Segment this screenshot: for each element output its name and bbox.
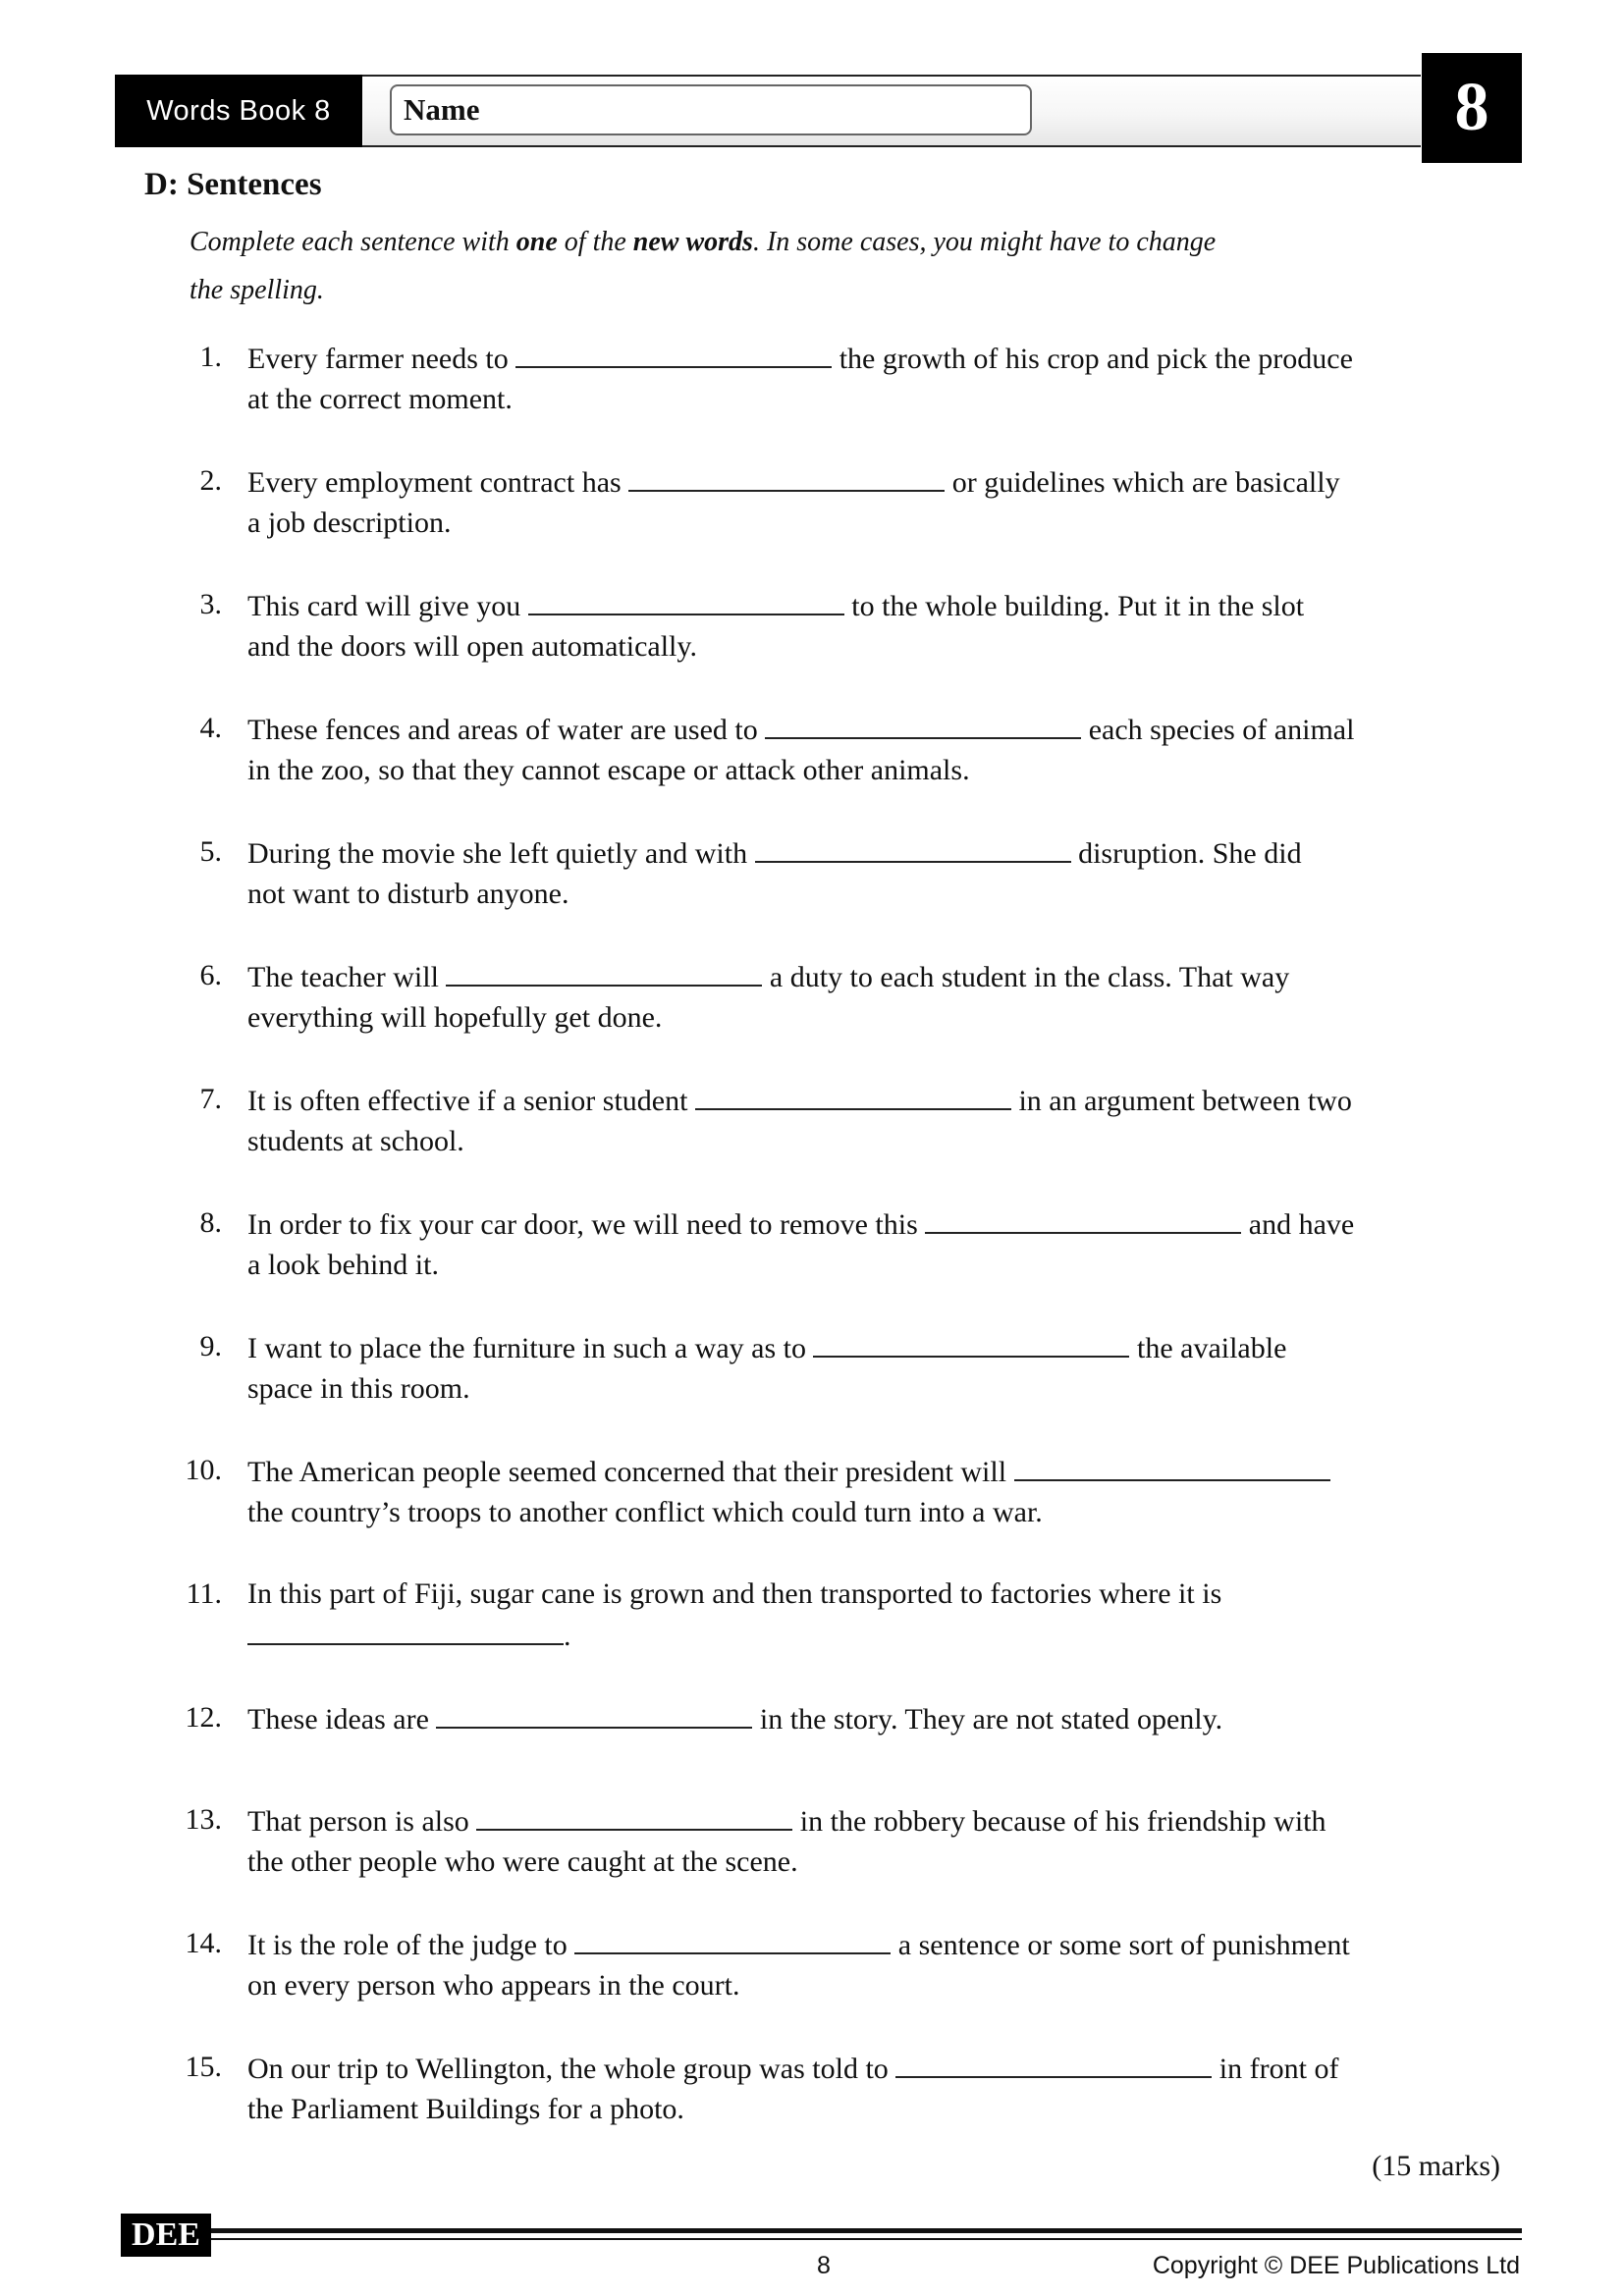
section-title: D: Sentences: [144, 167, 322, 202]
question-text-after: the available: [1129, 1332, 1287, 1364]
question-number: 9.: [199, 1330, 222, 1362]
answer-blank[interactable]: [247, 1614, 564, 1645]
question-text-line2: in the zoo, so that they cannot escape or attack other animals.: [247, 754, 970, 786]
answer-blank[interactable]: [925, 1202, 1241, 1234]
question-text-before: On our trip to Wellington, the whole group was told to: [247, 2053, 896, 2085]
question-text-before: I want to place the furniture in such a way as to: [247, 1332, 814, 1364]
question-text-line2: the other people who were caught at the scene.: [247, 1845, 798, 1878]
footer-rule-thick: [211, 2228, 1522, 2233]
question-text-line2: everything will hopefully get done.: [247, 1001, 663, 1034]
question-number: 13.: [185, 1803, 222, 1836]
question-text-before: During the movie she left quietly and with: [247, 837, 755, 870]
question-number: 12.: [185, 1701, 222, 1734]
name-field[interactable]: [390, 84, 1032, 135]
question-text-after: the growth of his crop and pick the produce: [832, 343, 1353, 375]
question-text-after: a sentence or some sort of punishment: [891, 1929, 1350, 1961]
question-text-before: Every employment contract has: [247, 466, 629, 499]
question-number: 1.: [199, 341, 222, 373]
question-text-line2: a look behind it.: [247, 1249, 439, 1281]
question-text-after: and have: [1241, 1208, 1355, 1241]
question-text: [247, 1202, 1485, 1285]
question-number: 10.: [185, 1454, 222, 1486]
question-number: 6.: [199, 959, 222, 991]
instruction-emphasis-1: one: [515, 227, 558, 257]
question-text: [247, 1326, 1485, 1409]
question-text-before: It is often effective if a senior student: [247, 1085, 695, 1117]
page-badge: 8: [1422, 53, 1522, 163]
answer-blank[interactable]: [528, 584, 844, 615]
answer-blank[interactable]: [813, 1326, 1129, 1358]
question-text-line2: the country’s troops to another conflict which could turn into a war.: [247, 1496, 1043, 1528]
question-number: 4.: [199, 712, 222, 744]
question-text-after: each species of animal: [1081, 714, 1355, 746]
question-text-before: These ideas are: [247, 1703, 437, 1735]
answer-blank[interactable]: [476, 1799, 792, 1831]
question-text-line2: not want to disturb anyone.: [247, 878, 569, 910]
answer-blank[interactable]: [515, 337, 832, 368]
question-text: [247, 831, 1485, 914]
question-text: [247, 708, 1485, 790]
answer-blank[interactable]: [765, 708, 1081, 739]
instructions: [189, 218, 1368, 314]
question-number: 5.: [199, 835, 222, 868]
question-number: 14.: [185, 1927, 222, 1959]
question-text-after: or guidelines which are basically: [945, 466, 1340, 499]
answer-blank[interactable]: [628, 460, 945, 492]
answer-blank[interactable]: [1014, 1450, 1330, 1481]
question-number: 3.: [199, 588, 222, 620]
question-text-after: in the robbery because of his friendship with: [792, 1805, 1326, 1838]
instruction-text-4: the spelling.: [189, 275, 324, 305]
question-text-before: It is the role of the judge to: [247, 1929, 575, 1961]
page-number: 8: [817, 2252, 831, 2279]
question-text: [247, 2047, 1485, 2129]
question-text-after: in the story. They are not stated openly.: [752, 1703, 1223, 1735]
copyright: Copyright © DEE Publications Ltd: [1152, 2252, 1520, 2279]
question-text-before: That person is also: [247, 1805, 477, 1838]
question-text: [247, 1574, 1485, 1656]
question-text: [247, 955, 1485, 1038]
question-text-line2: at the correct moment.: [247, 383, 513, 415]
question-text: [247, 1450, 1485, 1532]
question-text: [247, 1079, 1485, 1161]
question-text-line2: .: [564, 1620, 571, 1652]
question-text-before: Every farmer needs to: [247, 343, 516, 375]
question-text-before: The American people seemed concerned that their president will: [247, 1456, 1014, 1488]
instruction-text-3: . In some cases, you might have to change: [752, 227, 1217, 257]
question-text: [247, 460, 1485, 543]
answer-blank[interactable]: [436, 1697, 752, 1729]
question-text-before: The teacher will: [247, 961, 447, 993]
question-text-after: a duty to each student in the class. That way: [762, 961, 1290, 993]
instruction-text-2: of the: [557, 227, 633, 257]
question-text: [247, 1923, 1485, 2005]
question-text-after: to the whole building. Put it in the slot: [843, 590, 1305, 622]
question-text: [247, 584, 1485, 667]
answer-blank[interactable]: [895, 2047, 1212, 2078]
answer-blank[interactable]: [574, 1923, 891, 1954]
question-text-after: in an argument between two: [1010, 1085, 1352, 1117]
question-text: [247, 1697, 1485, 1739]
footer-rule-thin: [211, 2238, 1522, 2240]
question-text-after: in front of: [1212, 2053, 1339, 2085]
question-number: 15.: [185, 2051, 222, 2083]
answer-blank[interactable]: [755, 831, 1071, 863]
question-text: [247, 1799, 1485, 1882]
question-text-line2: the Parliament Buildings for a photo.: [247, 2093, 684, 2125]
question-text-before: These fences and areas of water are used to: [247, 714, 766, 746]
question-text-line2: on every person who appears in the court.: [247, 1969, 740, 2002]
instruction-emphasis-2: new words: [632, 227, 753, 257]
question-text-line2: space in this room.: [247, 1372, 470, 1405]
question-text-line2: and the doors will open automatically.: [247, 630, 697, 663]
question-text-before: This card will give you: [247, 590, 528, 622]
question-text-line2: students at school.: [247, 1125, 464, 1157]
instruction-text-1: Complete each sentence with: [189, 227, 516, 257]
book-label: Words Book 8: [115, 75, 362, 147]
question-number: 8.: [199, 1206, 222, 1239]
question-text: [247, 337, 1485, 419]
answer-blank[interactable]: [446, 955, 762, 987]
question-text-after: disruption. She did: [1070, 837, 1302, 870]
question-number: 2.: [199, 464, 222, 497]
total-marks: (15 marks): [1372, 2150, 1500, 2182]
publisher-logo: DEE: [121, 2214, 211, 2257]
question-number: 7.: [199, 1083, 222, 1115]
question-text-before: In this part of Fiji, sugar cane is grown and then transported to factories where it is: [247, 1577, 1222, 1610]
question-text-line2: a job description.: [247, 507, 452, 539]
answer-blank[interactable]: [695, 1079, 1011, 1110]
question-text-before: In order to fix your car door, we will need to remove this: [247, 1208, 926, 1241]
name-label: Name: [404, 92, 480, 127]
question-number: 11.: [186, 1577, 222, 1610]
